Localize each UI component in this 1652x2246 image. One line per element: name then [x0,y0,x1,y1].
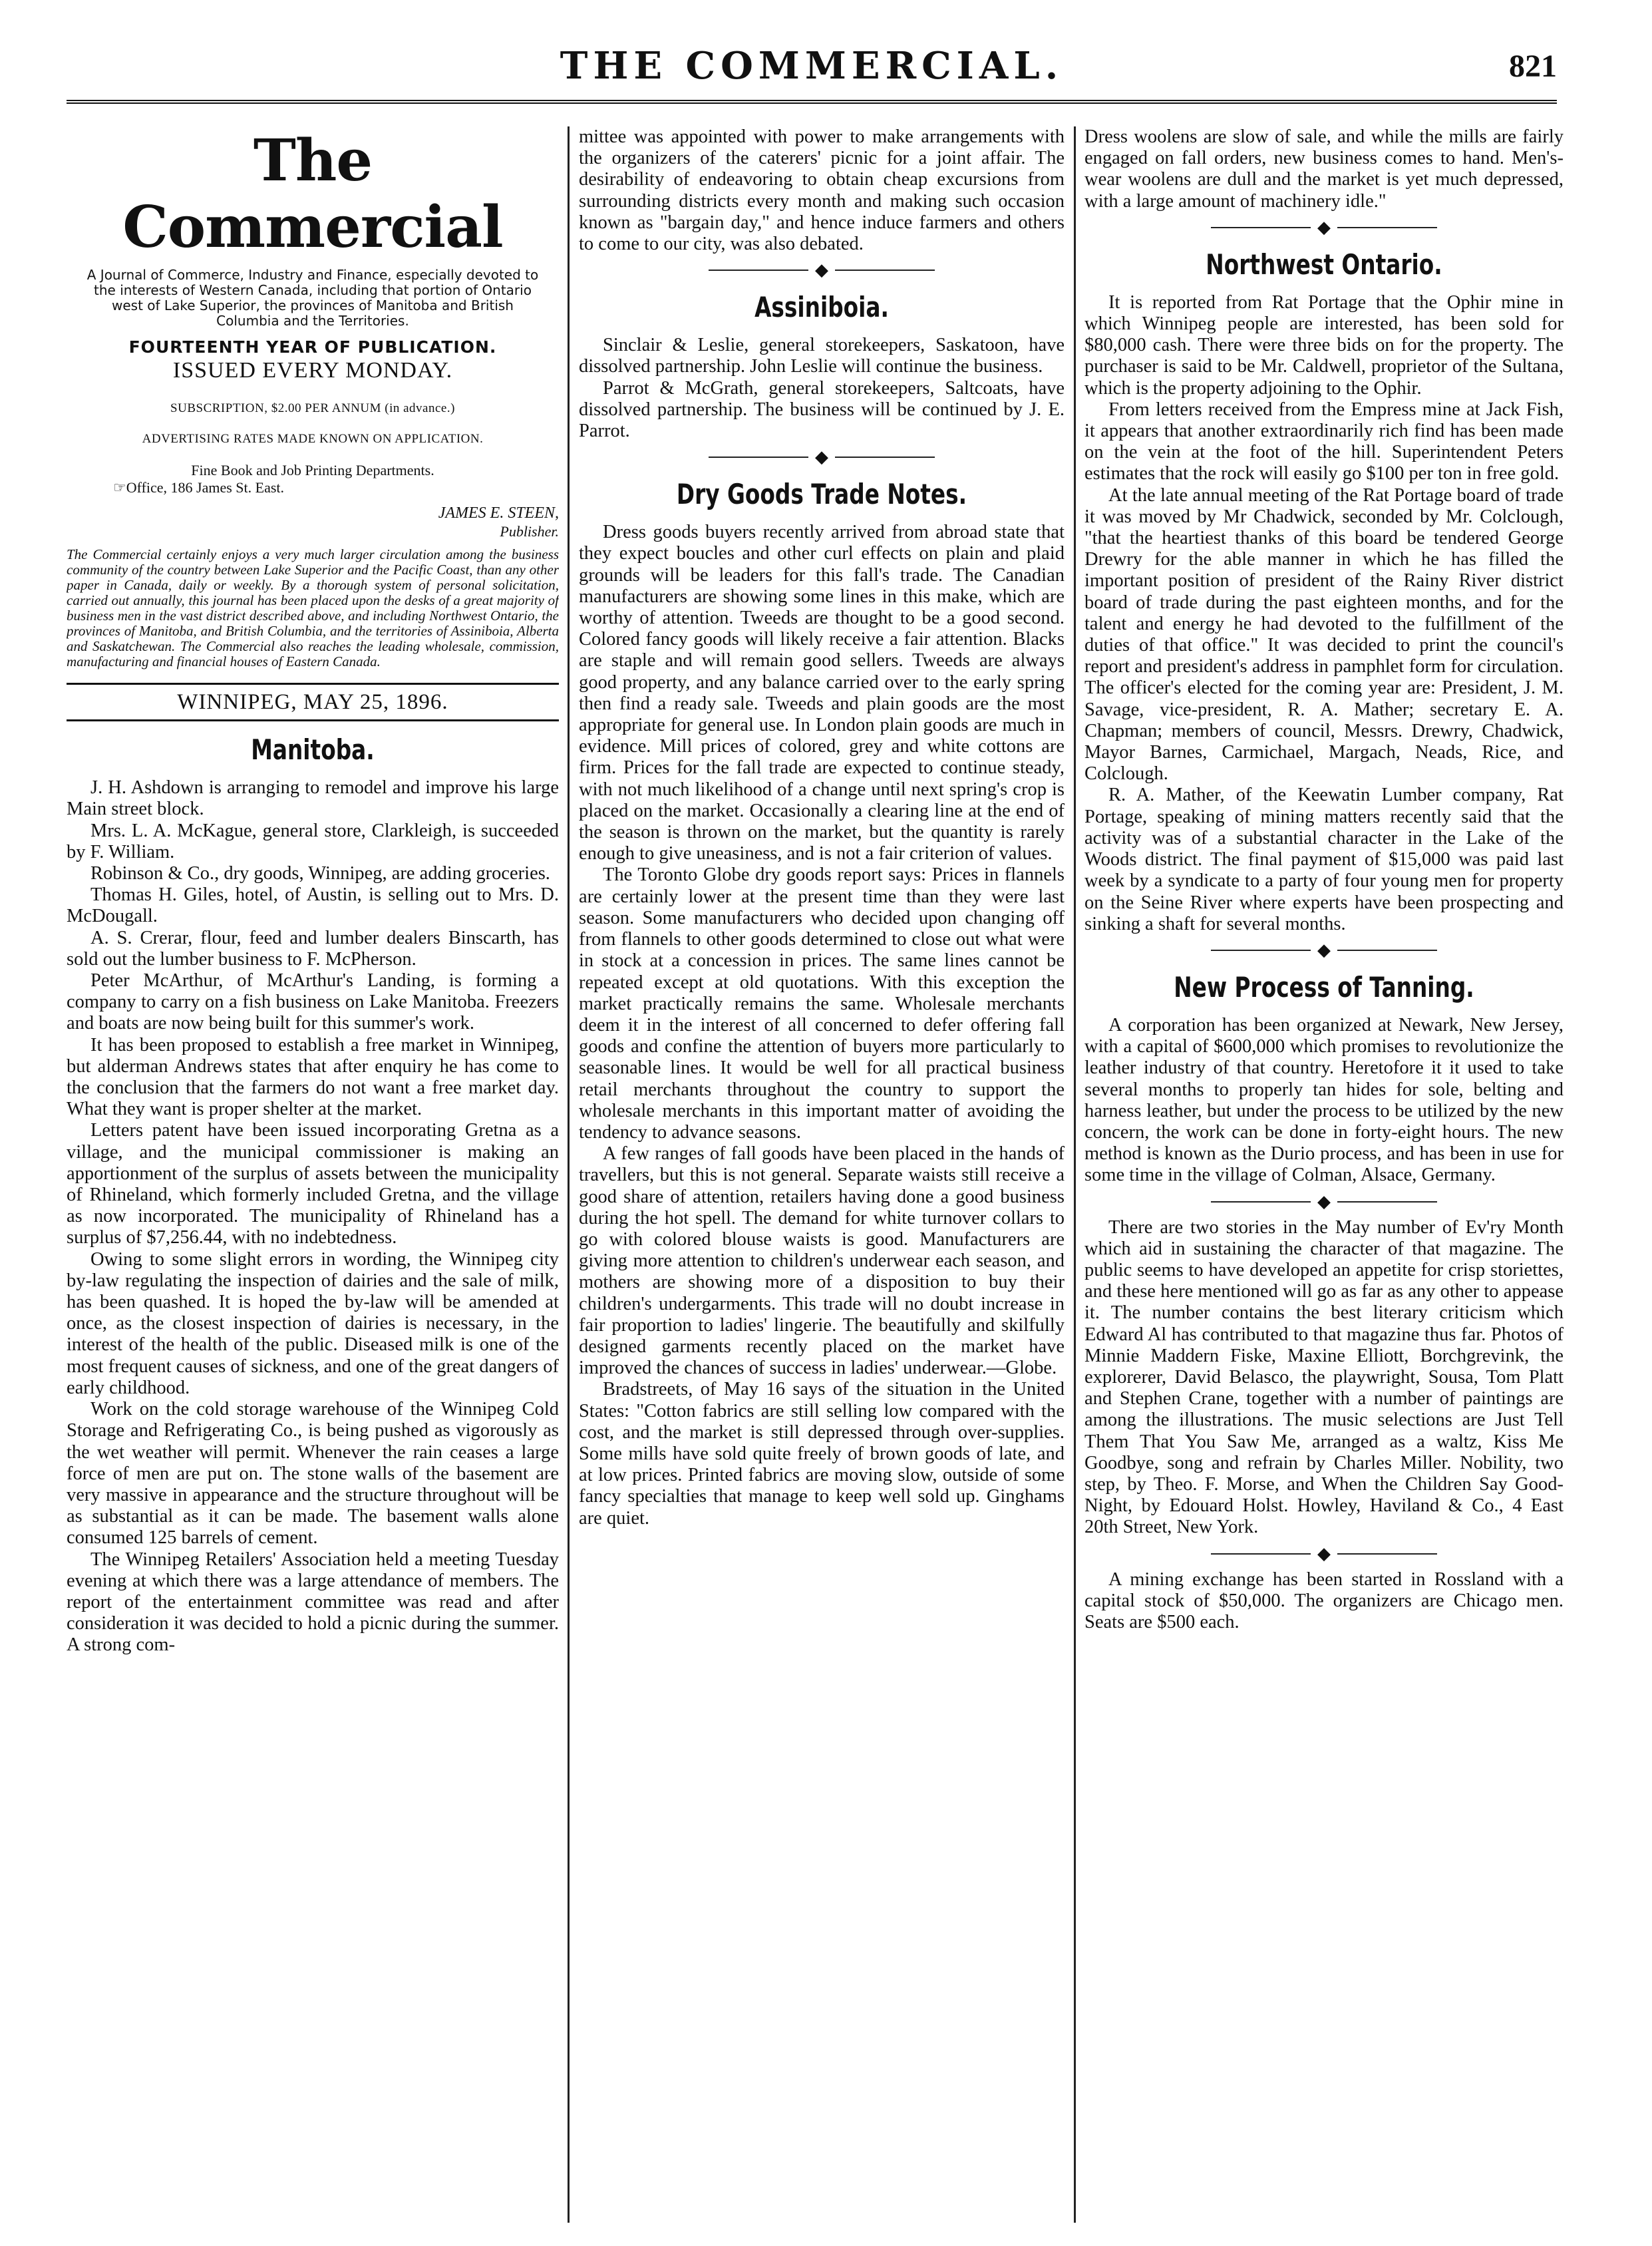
article-paragraph: Dress woolens are slow of sale, and while the mills are fairly engaged on fall orders, new business comes to hand. Men's-wear woolens are dull and the market is yet much depressed, with a large amount of machinery idle." [1084,126,1564,212]
article-paragraph: mittee was appointed with power to make arrangements with the organizers of the caterers' picnic for a joint affair. The desirability of endeavoring to obtain cheap excursions from surrounding districts every month and making such occasion known as "bargain day," and hence induce farmers and others to come to our city, was also debated. [579,126,1065,255]
article-paragraph: A corporation has been organized at Newark, New Jersey, with a capital of $600,000 which promises to revolutionize the leather industry of that country. Heretofore it it used to take several months to properly tan hides for sole, belting and harness leather, but under the process to be utilized by the new concern, the work can be done in forty-eight hours. The new method is known as the Durio process, and has been in use for some time in the village of Colman, Alsace, Germany. [1084,1014,1564,1186]
section-divider [1084,942,1564,959]
article-paragraph: Mrs. L. A. McKague, general store, Clarkleigh, is succeeded by F. William. [67,820,559,862]
column-1 [67,126,559,2223]
section-divider [1084,219,1564,236]
article-paragraph: A. S. Crerar, flour, feed and lumber dealers Binscarth, has sold out the lumber business to F. McPherson. [67,927,559,970]
column-rule [568,126,570,2223]
section-divider [1084,1545,1564,1563]
article-paragraph: From letters received from the Empress mine at Jack Fish, it appears that another extraordinarily rich find has been made on the vein at the foot of the hill. Superintendent Peters estimates that the rock will easily go $100 per ton in free gold. [1084,399,1564,484]
column-rule [1074,126,1076,2223]
ornament-icon: ◆ [1317,1543,1331,1563]
section-divider [579,449,1065,466]
ornament-icon: ◆ [1317,1191,1331,1211]
article-paragraph: R. A. Mather, of the Keewatin Lumber company, Rat Portage, speaking of mining matters recently said that the activity was of a substantial character in the Lake of the Woods district. The final payment of $15,000 was paid last week by a syndicate to a party of four young men for property on the Seine River where experts have been prospecting and sinking a shaft for several months. [1084,785,1564,934]
circulation-notice: The Commercial certainly enjoys a very much larger circulation among the business community of the country between Lake Superior and the Pacific Coast, than any other paper in Canada, daily or weekly. By a thorough system of personal solicitation, carried out annually, this journal has been placed upon the desks of a great majority of business men in the vast district described above, and including Northwest Ontario, the provinces of Manitoba, and British Columbia, and the territories of Assiniboia, Alberta and Saskatchewan. The Commercial also reaches the leading wholesale, commission, manufacturing and financial houses of Eastern Canada. [67,546,559,670]
pointing-hand-icon: ☞ [113,479,126,496]
section-divider [1084,1193,1564,1211]
section-heading-northwest-ontario: Northwest Ontario. [1206,248,1442,281]
article-paragraph: It is reported from Rat Portage that the Ophir mine in which Winnipeg people are interested, has been sold for $80,000 cash. There were three bids on for the property. The purchaser is said to be Mr. Caldwell, proprietor of the Sultana, which is the property adjoining to the Ophir. [1084,291,1564,399]
article-paragraph: Parrot & McGrath, general storekeepers, Saltcoats, have dissolved partnership. The business will be continued by J. E. Parrot. [579,377,1065,442]
masthead-title: The Commercial [122,127,503,261]
section-heading-tanning: New Process of Tanning. [1174,970,1474,1004]
office-line: ☞Office, 186 James St. East. [113,479,285,496]
masthead-description: A Journal of Commerce, Industry and Finance, especially devoted to the interests of Western Canada, including that portion of Ontario west of Lake Superior, the provinces of Manitoba and British Columbia and the Territories. [86,267,539,329]
article-paragraph: J. H. Ashdown is arranging to remodel and improve his large Main street block. [67,777,559,820]
article-paragraph: A mining exchange has been started in Rossland with a capital stock of $50,000. The organizers are Chicago men. Seats are $500 each. [1084,1569,1564,1632]
running-head [67,40,1557,104]
ornament-icon: ◆ [815,447,828,467]
article-paragraph: Letters patent have been issued incorporating Gretna as a village, and the municipal commissioner is making an apportionment of the surplus of assets between the municipality of Rhineland, which formerly included Gretna, and the village as now incorporated. The municipality of Rhineland has a surplus of $7,256.44, with no indebtedness. [67,1120,559,1248]
issued-line: ISSUED EVERY MONDAY. [172,358,453,383]
publisher-role: Publisher. [500,523,559,540]
publication-year: FOURTEENTH YEAR OF PUBLICATION. [128,337,497,357]
masthead [67,128,559,721]
article-paragraph: Robinson & Co., dry goods, Winnipeg, are adding groceries. [90,863,550,884]
article-paragraph: Owing to some slight errors in wording, the Winnipeg city by-law regulating the inspection of dairies and the sale of milk, has been quashed. It is hoped the by-law will be amended at once, as the closest inspection of dairies is necessary, in the interest of the health of the public. Diseased milk is one of the most frequent causes of sickness, and one of the great dangers of early childhood. [67,1248,559,1398]
article-paragraph: Sinclair & Leslie, general storekeepers, Saskatoon, have dissolved partnership. John Leslie will continue the business. [579,335,1065,377]
printing-line: Fine Book and Job Printing Departments. [191,462,434,479]
running-title: THE COMMERCIAL. [560,44,1064,88]
article-paragraph: The Winnipeg Retailers' Association held a meeting Tuesday evening at which there was a large attendance of members. The report of the entertainment committee was read and after consideration it was decided to hold a picnic during the summer. A strong com- [67,1549,559,1656]
section-heading-manitoba: Manitoba. [251,733,375,767]
section-heading-dry-goods: Dry Goods Trade Notes. [676,478,967,511]
article-paragraph: A few ranges of fall goods have been placed in the hands of travellers, but this is not general. Separate waists still receive a good share of attention, retailers having done a good business during the hot spell. The demand for white turnover collars to go with colored blouse waists is good. Manufacturers are giving more attention to children's underwear each season, and mothers are showing more of a disposition to buy their children's undergarments. This trade will no doubt increase in fair proportion to ladies' lingerie. The beautifully and skilfully designed garments recently placed on the market have improved the chances of success in ladies' underwear.—Globe. [579,1143,1065,1379]
section-heading-assiniboia: Assiniboia. [754,291,889,324]
section-divider [579,262,1065,279]
article-paragraph: Thomas H. Giles, hotel, of Austin, is selling out to Mrs. D. McDougall. [67,884,559,927]
article-paragraph: The Toronto Globe dry goods report says: Prices in flannels are certainly lower at the present time than they were last season. Some manufacturers who decided upon changing off from flannels to other goods determined to close out what were in stock at a concession in prices. The same lines cannot be repeated except at old quotations. With this exception the market practically remains the same. Wholesale merchants deem it in the interest of all concerned to defer offering fall goods and confine the attention of buyers more particularly to seasonable lines. It would be well for all practical business retail merchants throughout the country to support the wholesale merchants in this important matter of avoiding the tendency to advance seasons. [579,864,1065,1143]
page-number: 821 [1509,49,1557,84]
article-paragraph: Dress goods buyers recently arrived from abroad state that they expect boucles and other curl effects on plain and plaid grounds will be leaders for this fall's trade. The Canadian manufacturers are showing some lines in this make, which are worthy of attention. Tweeds are thought to be a good second. Colored fancy goods will likely receive a fair attention. Blacks are staple and will remain good sellers. Tweeds are always good property, and any balance carried over to the early spring then find a ready sale. Tweeds and plain goods are the most appropriate for general use. In London plain goods are much in evidence. Mill prices of colored, grey and white cottons are firm. Prices for the fall trade are expected to continue steady, with not much likelihood of a change until next spring's crop is placed on the market. Occasionally a clearing line at the end of the season is thrown on the market, but the quantity is rarely enough to give uneasiness, and is not a fair criterion of values. [579,522,1065,864]
ornament-icon: ◆ [1317,940,1331,960]
article-paragraph: Work on the cold storage warehouse of the Winnipeg Cold Storage and Refrigerating Co., is being pushed as vigorously as the wet weather will permit. Whenever the rain ceases a large force of men are put on. The stone walls of the basement are very massive in appearance and the structure throughout will be as substantial as it can be made. The basement walls alone consumed 125 barrels of cement. [67,1399,559,1549]
advertising-line: ADVERTISING RATES MADE KNOWN ON APPLICATION. [142,432,484,447]
article-paragraph: There are two stories in the May number of Ev'ry Month which aid in sustaining the character of that magazine. The public seems to have developed an appetite for crisp storiettes, and these here mentioned will go as far as any other to appease it. The number contains the best literary criticism which Edward Al has contributed to that magazine thus far. Photos of Minnie Maddern Fiske, Maxine Elliott, Borchgrevink, the explorerer, David Belasco, the playwright, Sousa, Tom Platt and Stephen Crane, together with a number of paintings are among the illustrations. The music selections are Just Tell Them That You Saw Me, arranged as a waltz, Kiss Me Goodbye, song and refrain by Charles Miller. Nobility, two step, by Theo. F. Morse, and When the Children Say Good-Night, by Edouard Holst. Howley, Haviland & Co., 4 East 20th Street, New York. [1084,1217,1564,1538]
article-paragraph: Bradstreets, of May 16 says of the situation in the United States: "Cotton fabrics are still selling low compared with the cost, and the market is still depressed through over-supplies. Some mills have sold quite freely of brown goods of late, and at low prices. Printed fabrics are moving slow, outside of some fancy specialties that manage to keep well sold up. Ginghams are quiet. [579,1379,1065,1529]
column-2 [579,126,1065,2223]
ornament-icon: ◆ [1317,217,1331,237]
dateline: WINNIPEG, MAY 25, 1896. [67,683,559,721]
ornament-icon: ◆ [815,260,828,280]
article-paragraph: It has been proposed to establish a free market in Winnipeg, but alderman Andrews states that after enquiry he has come to the conclusion that the farmers do not want a free market day. What they want is proper shelter at the market. [67,1034,559,1120]
article-paragraph: At the late annual meeting of the Rat Portage board of trade it was moved by Mr Chadwick, seconded by Mr. Colclough, "that the heartiest thanks of this board be tendered George Drewry for the able manner in which he has filled the important position of president of the Rainy River district board of trade during the past eighteen months, and for the talent and energy he had devoted to the fulfillment of the duties of that office." It was decided to print the council's report and president's address in pamphlet form for circulation. The officer's elected for the coming year are: President, J. M. Savage, vice-president, R. A. Mather; secretary E. A. Chapman; members of council, Messrs. Drewry, Chadwick, Mayor Barnes, Carmichael, Margach, Neads, Rice, and Colclough. [1084,484,1564,785]
publisher-name: JAMES E. STEEN, [438,504,559,522]
article-paragraph: Peter McArthur, of McArthur's Landing, is forming a company to carry on a fish business on Lake Manitoba. Freezers and boats are now being built for this summer's work. [67,970,559,1034]
subscription-line: SUBSCRIPTION, $2.00 PER ANNUM (in advance.) [170,401,455,416]
column-3 [1084,126,1564,2223]
